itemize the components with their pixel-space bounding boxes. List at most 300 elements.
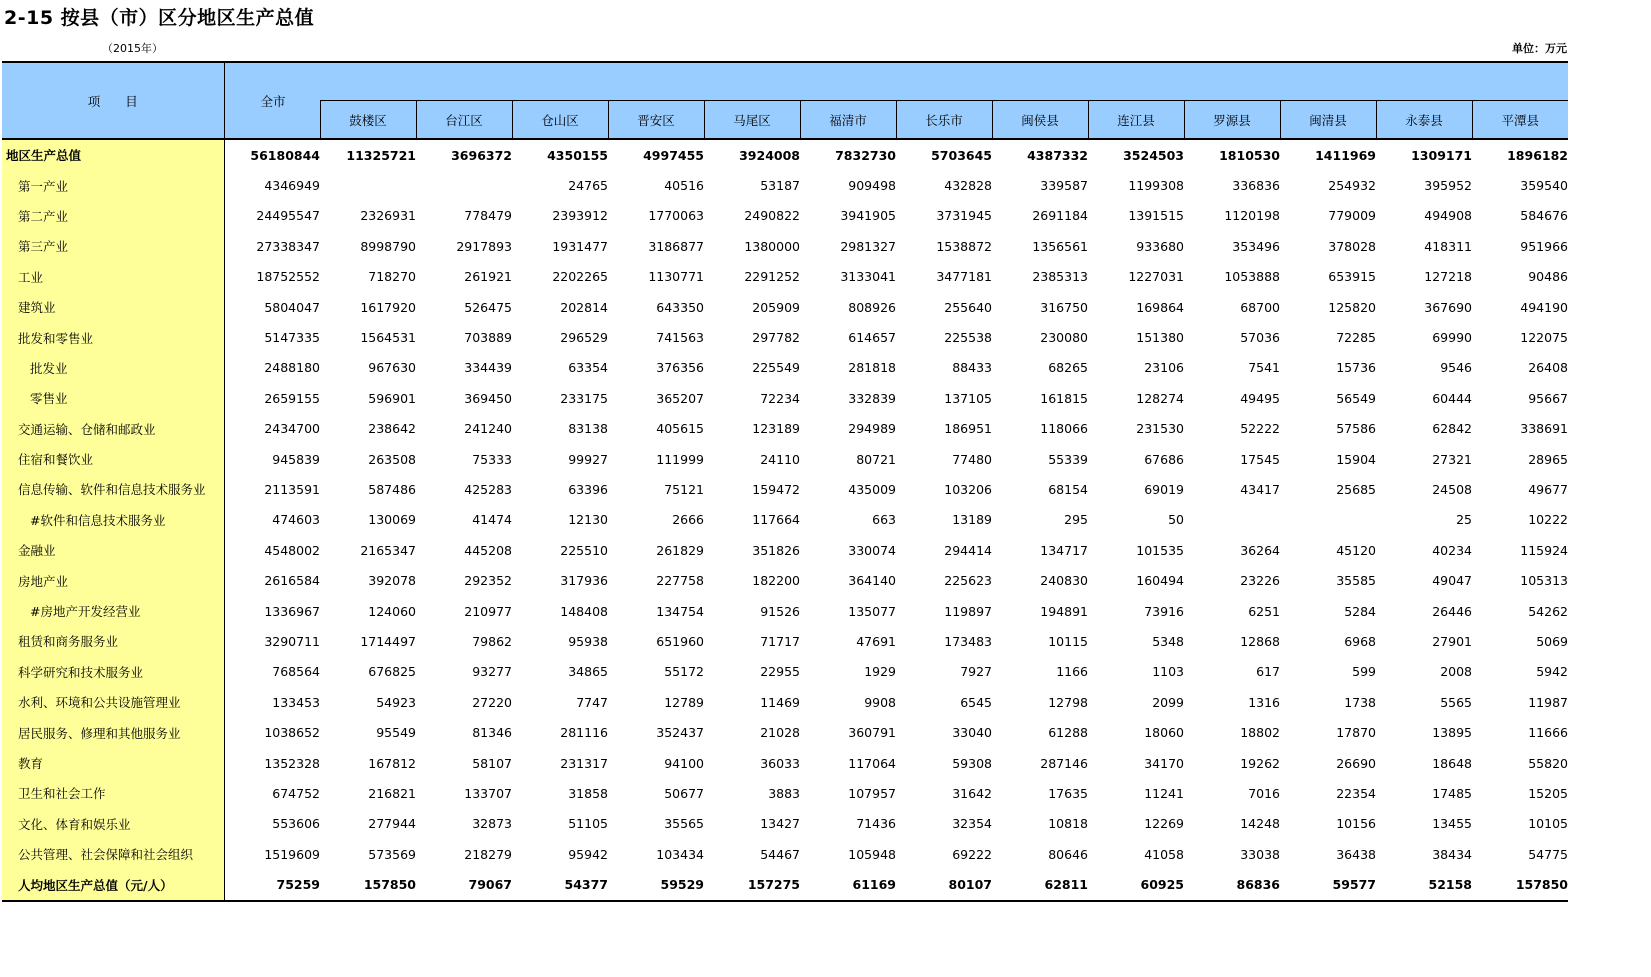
value-cell: [416, 170, 512, 200]
value-cell: 292352: [464, 573, 512, 589]
value-cell: 1380000: [744, 238, 800, 254]
value-cell: 91526: [760, 603, 800, 619]
table-row: [2, 657, 1568, 687]
value-cell: 1130771: [648, 269, 704, 285]
value-cell: 3941905: [840, 208, 896, 224]
value-cell: 643350: [656, 299, 704, 315]
value-cell: 45120: [1336, 542, 1376, 558]
value-cell: 133707: [464, 785, 512, 801]
value-cell: 62842: [1432, 421, 1472, 437]
value-cell: 1929: [864, 664, 896, 680]
value-cell: 332839: [848, 390, 896, 406]
value-cell: 60444: [1432, 390, 1472, 406]
row-label: 房地产业: [2, 565, 224, 595]
value-cell: 50677: [664, 785, 704, 801]
value-cell: 227758: [656, 573, 704, 589]
value-cell: 194891: [1040, 603, 1088, 619]
value-cell: 69019: [1144, 481, 1184, 497]
row-label: 批发和零售业: [2, 322, 224, 352]
value-cell: 59308: [952, 755, 992, 771]
row-label: #房地产开发经营业: [2, 596, 224, 626]
value-cell: 26690: [1336, 755, 1376, 771]
value-cell: 1120198: [1224, 208, 1280, 224]
row-label: 工业: [2, 262, 224, 292]
value-cell: 338691: [1520, 421, 1568, 437]
value-cell: 22354: [1336, 785, 1376, 801]
total-cell: 1038652: [264, 725, 320, 741]
value-cell: 49495: [1240, 390, 1280, 406]
value-cell: 79067: [416, 869, 512, 900]
value-cell: 435009: [848, 481, 896, 497]
value-cell: 19262: [1240, 755, 1280, 771]
value-cell: 494190: [1520, 299, 1568, 315]
value-cell: 122075: [1520, 330, 1568, 346]
value-cell: 73916: [1144, 603, 1184, 619]
value-cell: 161815: [1040, 390, 1088, 406]
value-cell: 230080: [1040, 330, 1088, 346]
value-cell: 52158: [1376, 869, 1472, 900]
value-cell: 75121: [664, 481, 704, 497]
value-cell: 651960: [656, 633, 704, 649]
table-body: [2, 139, 1568, 901]
value-cell: 124060: [368, 603, 416, 619]
value-cell: 52222: [1240, 421, 1280, 437]
value-cell: 7747: [576, 694, 608, 710]
value-cell: 57586: [1336, 421, 1376, 437]
value-cell: 3133041: [840, 269, 896, 285]
value-cell: 117664: [752, 512, 800, 528]
row-label: 水利、环境和公共设施管理业: [2, 687, 224, 717]
value-cell: 1411969: [1315, 147, 1376, 163]
value-cell: 7927: [960, 664, 992, 680]
table-row: [2, 414, 1568, 444]
row-label: 零售业: [2, 383, 224, 413]
value-cell: 297782: [752, 330, 800, 346]
value-cell: 2917893: [456, 238, 512, 254]
value-cell: 18802: [1240, 725, 1280, 741]
value-cell: 5348: [1152, 633, 1184, 649]
value-cell: 21028: [760, 725, 800, 741]
value-cell: 10105: [1528, 816, 1568, 832]
value-cell: 584676: [1520, 208, 1568, 224]
value-cell: 909498: [848, 178, 896, 194]
value-cell: 23106: [1144, 360, 1184, 376]
value-cell: 3883: [768, 785, 800, 801]
total-cell: 4346949: [264, 178, 320, 194]
row-label: 第三产业: [2, 231, 224, 261]
district-header: 罗源县: [1184, 101, 1280, 140]
value-cell: 10818: [1048, 816, 1088, 832]
value-cell: 18648: [1432, 755, 1472, 771]
value-cell: 526475: [464, 299, 512, 315]
value-cell: 6968: [1344, 633, 1376, 649]
value-cell: 287146: [1040, 755, 1088, 771]
value-cell: 17545: [1240, 451, 1280, 467]
value-cell: 13427: [760, 816, 800, 832]
value-cell: 336836: [1232, 178, 1280, 194]
value-cell: 1931477: [552, 238, 608, 254]
value-cell: 51105: [568, 816, 608, 832]
value-cell: 12789: [664, 694, 704, 710]
value-cell: 79862: [472, 633, 512, 649]
value-cell: 18060: [1144, 725, 1184, 741]
value-cell: 281116: [560, 725, 608, 741]
value-cell: 134754: [656, 603, 704, 619]
value-cell: 50: [1168, 512, 1184, 528]
value-cell: 69222: [952, 846, 992, 862]
district-header: 福清市: [800, 101, 896, 140]
value-cell: 405615: [656, 421, 704, 437]
value-cell: 2202265: [552, 269, 608, 285]
value-cell: 12868: [1240, 633, 1280, 649]
table-row: [2, 383, 1568, 413]
value-cell: 81346: [472, 725, 512, 741]
district-header: 长乐市: [896, 101, 992, 140]
value-cell: 2165347: [360, 542, 416, 558]
page-title: 2-15 按县（市）区分地区生产总值: [4, 7, 315, 29]
value-cell: 494908: [1424, 208, 1472, 224]
value-cell: 118066: [1040, 421, 1088, 437]
total-cell: 1519609: [264, 846, 320, 862]
value-cell: 296529: [560, 330, 608, 346]
value-cell: 4387332: [1027, 147, 1088, 163]
value-cell: 63354: [568, 360, 608, 376]
value-cell: 49047: [1432, 573, 1472, 589]
value-cell: 2099: [1152, 694, 1184, 710]
value-cell: 36033: [760, 755, 800, 771]
value-cell: 617: [1256, 664, 1280, 680]
value-cell: 135077: [848, 603, 896, 619]
district-header: 连江县: [1088, 101, 1184, 140]
total-cell: 5147335: [264, 330, 320, 346]
value-cell: 339587: [1040, 178, 1088, 194]
value-cell: 418311: [1424, 238, 1472, 254]
value-cell: 55339: [1048, 451, 1088, 467]
value-cell: 11325721: [346, 147, 416, 163]
row-label: 金融业: [2, 535, 224, 565]
value-cell: 369450: [464, 390, 512, 406]
value-cell: 263508: [368, 451, 416, 467]
total-cell: 474603: [272, 512, 320, 528]
value-cell: 95667: [1528, 390, 1568, 406]
value-cell: 11987: [1528, 694, 1568, 710]
table-row: [2, 322, 1568, 352]
table-row: [2, 778, 1568, 808]
value-cell: 103434: [656, 846, 704, 862]
row-label: 人均地区生产总值（元/人）: [2, 869, 224, 900]
value-cell: 6251: [1248, 603, 1280, 619]
value-cell: 59529: [608, 869, 704, 900]
value-cell: 294989: [848, 421, 896, 437]
value-cell: 32354: [952, 816, 992, 832]
table-row: [2, 596, 1568, 626]
row-label: 第二产业: [2, 201, 224, 231]
value-cell: 351826: [752, 542, 800, 558]
value-cell: 2385313: [1032, 269, 1088, 285]
value-cell: 240830: [1040, 573, 1088, 589]
value-cell: 103206: [944, 481, 992, 497]
value-cell: 4350155: [547, 147, 608, 163]
unit-note: 单位：万元: [1512, 42, 1567, 55]
value-cell: 225510: [560, 542, 608, 558]
value-cell: 11666: [1528, 725, 1568, 741]
value-cell: 3696372: [451, 147, 512, 163]
value-cell: 68265: [1048, 360, 1088, 376]
row-label: 科学研究和技术服务业: [2, 657, 224, 687]
value-cell: 159472: [752, 481, 800, 497]
item-column-header: 项 目: [2, 62, 224, 139]
value-cell: 54923: [376, 694, 416, 710]
value-cell: 27901: [1432, 633, 1472, 649]
total-cell: 945839: [272, 451, 320, 467]
value-cell: 55172: [664, 664, 704, 680]
value-cell: 182200: [752, 573, 800, 589]
value-cell: 5942: [1536, 664, 1568, 680]
total-cell: 674752: [272, 785, 320, 801]
value-cell: 933680: [1136, 238, 1184, 254]
value-cell: 157275: [704, 869, 800, 900]
table-row: [2, 474, 1568, 504]
value-cell: 2008: [1440, 664, 1472, 680]
value-cell: 254932: [1328, 178, 1376, 194]
value-cell: 35565: [664, 816, 704, 832]
value-cell: 5565: [1440, 694, 1472, 710]
table-row: [2, 869, 1568, 900]
value-cell: 599: [1352, 664, 1376, 680]
value-cell: 12798: [1048, 694, 1088, 710]
value-cell: 241240: [464, 421, 512, 437]
value-cell: 2291252: [744, 269, 800, 285]
value-cell: 13895: [1432, 725, 1472, 741]
value-cell: 34865: [568, 664, 608, 680]
row-label: 卫生和社会工作: [2, 778, 224, 808]
value-cell: 778479: [464, 208, 512, 224]
value-cell: 10156: [1336, 816, 1376, 832]
row-label: 教育: [2, 748, 224, 778]
value-cell: 58107: [472, 755, 512, 771]
value-cell: 316750: [1040, 299, 1088, 315]
table-row: [2, 687, 1568, 717]
value-cell: 15205: [1528, 785, 1568, 801]
value-cell: 3524503: [1123, 147, 1184, 163]
value-cell: 57036: [1240, 330, 1280, 346]
value-cell: 1199308: [1128, 178, 1184, 194]
row-label: 第一产业: [2, 170, 224, 200]
value-cell: 151380: [1136, 330, 1184, 346]
value-cell: 55820: [1528, 755, 1568, 771]
value-cell: 11469: [760, 694, 800, 710]
value-cell: 808926: [848, 299, 896, 315]
value-cell: 95549: [376, 725, 416, 741]
table-row: [2, 201, 1568, 231]
value-cell: 432828: [944, 178, 992, 194]
value-cell: [1184, 505, 1280, 535]
value-cell: 367690: [1424, 299, 1472, 315]
value-cell: 1770063: [648, 208, 704, 224]
value-cell: 967630: [368, 360, 416, 376]
value-cell: 1810530: [1219, 147, 1280, 163]
value-cell: 233175: [560, 390, 608, 406]
value-cell: 395952: [1424, 178, 1472, 194]
value-cell: 779009: [1328, 208, 1376, 224]
value-cell: 40516: [664, 178, 704, 194]
value-cell: 43417: [1240, 481, 1280, 497]
value-cell: 703889: [464, 330, 512, 346]
value-cell: 2666: [672, 512, 704, 528]
value-cell: 573569: [368, 846, 416, 862]
row-label: 公共管理、社会保障和社会组织: [2, 839, 224, 869]
row-label: 居民服务、修理和其他服务业: [2, 717, 224, 747]
value-cell: 334439: [464, 360, 512, 376]
value-cell: 75333: [472, 451, 512, 467]
table-row: [2, 505, 1568, 535]
value-cell: 6545: [960, 694, 992, 710]
value-cell: 4997455: [643, 147, 704, 163]
total-cell: 4548002: [264, 542, 320, 558]
value-cell: 295: [1064, 512, 1088, 528]
value-cell: 7832730: [835, 147, 896, 163]
value-cell: 218279: [464, 846, 512, 862]
value-cell: 23226: [1240, 573, 1280, 589]
value-cell: 36264: [1240, 542, 1280, 558]
value-cell: 9546: [1440, 360, 1472, 376]
value-cell: 33038: [1240, 846, 1280, 862]
table-row: [2, 809, 1568, 839]
table-row: [2, 139, 1568, 170]
value-cell: 41058: [1144, 846, 1184, 862]
table-row: [2, 626, 1568, 656]
value-cell: 67686: [1144, 451, 1184, 467]
value-cell: 77480: [952, 451, 992, 467]
value-cell: 54377: [512, 869, 608, 900]
value-cell: 24765: [568, 178, 608, 194]
value-cell: 134717: [1040, 542, 1088, 558]
total-cell: 75259: [224, 869, 320, 900]
value-cell: 130069: [368, 512, 416, 528]
value-cell: 83138: [568, 421, 608, 437]
value-cell: 160494: [1136, 573, 1184, 589]
table-row: [2, 444, 1568, 474]
value-cell: 3731945: [936, 208, 992, 224]
total-cell: 1352328: [264, 755, 320, 771]
value-cell: 38434: [1432, 846, 1472, 862]
value-cell: 107957: [848, 785, 896, 801]
value-cell: 17485: [1432, 785, 1472, 801]
value-cell: 115924: [1520, 542, 1568, 558]
value-cell: 93277: [472, 664, 512, 680]
value-cell: 14248: [1240, 816, 1280, 832]
total-cell: 27338347: [256, 238, 320, 254]
value-cell: 94100: [664, 755, 704, 771]
value-cell: 28965: [1528, 451, 1568, 467]
total-cell: 56180844: [250, 147, 320, 163]
value-cell: 31858: [568, 785, 608, 801]
value-cell: [1280, 505, 1376, 535]
value-cell: 90486: [1528, 269, 1568, 285]
value-cell: 80107: [896, 869, 992, 900]
value-cell: 167812: [368, 755, 416, 771]
value-cell: 137105: [944, 390, 992, 406]
value-cell: 99927: [568, 451, 608, 467]
value-cell: 2326931: [360, 208, 416, 224]
value-cell: 1309171: [1411, 147, 1472, 163]
value-cell: 15904: [1336, 451, 1376, 467]
value-cell: 1738: [1344, 694, 1376, 710]
value-cell: 53187: [760, 178, 800, 194]
value-cell: 27321: [1432, 451, 1472, 467]
table-row: [2, 717, 1568, 747]
value-cell: 60925: [1088, 869, 1184, 900]
row-label: 文化、体育和娱乐业: [2, 809, 224, 839]
value-cell: [320, 170, 416, 200]
value-cell: 1053888: [1224, 269, 1280, 285]
district-header: 晋安区: [608, 101, 704, 140]
total-cell: 553606: [272, 816, 320, 832]
value-cell: 34170: [1144, 755, 1184, 771]
value-cell: 359540: [1520, 178, 1568, 194]
value-cell: 2691184: [1032, 208, 1088, 224]
value-cell: 40234: [1432, 542, 1472, 558]
value-cell: 71717: [760, 633, 800, 649]
value-cell: 376356: [656, 360, 704, 376]
total-cell: 768564: [272, 664, 320, 680]
value-cell: 47691: [856, 633, 896, 649]
total-cell: 24495547: [256, 208, 320, 224]
value-cell: 330074: [848, 542, 896, 558]
total-cell: 5804047: [264, 299, 320, 315]
value-cell: 105948: [848, 846, 896, 862]
value-cell: 72234: [760, 390, 800, 406]
value-cell: 61288: [1048, 725, 1088, 741]
value-cell: 1391515: [1128, 208, 1184, 224]
year-note: （2015年）: [102, 42, 163, 55]
total-column-header: 全市: [224, 62, 320, 139]
value-cell: 3186877: [648, 238, 704, 254]
value-cell: 1896182: [1507, 147, 1568, 163]
value-cell: 25: [1456, 512, 1472, 528]
table-row: [2, 231, 1568, 261]
value-cell: 1564531: [360, 330, 416, 346]
row-label: 批发业: [2, 353, 224, 383]
table-row: [2, 748, 1568, 778]
value-cell: 353496: [1232, 238, 1280, 254]
value-cell: 231317: [560, 755, 608, 771]
district-header: 平潭县: [1472, 101, 1568, 140]
gdp-table: [2, 61, 1568, 902]
district-header: 台江区: [416, 101, 512, 140]
value-cell: 27220: [472, 694, 512, 710]
row-label: 地区生产总值: [2, 139, 224, 170]
value-cell: 261921: [464, 269, 512, 285]
value-cell: 445208: [464, 542, 512, 558]
value-cell: 2393912: [552, 208, 608, 224]
value-cell: 148408: [560, 603, 608, 619]
value-cell: 80646: [1048, 846, 1088, 862]
value-cell: 157850: [1472, 869, 1568, 900]
value-cell: 95942: [568, 846, 608, 862]
table-row: [2, 565, 1568, 595]
value-cell: 24508: [1432, 481, 1472, 497]
row-label: 租赁和商务服务业: [2, 626, 224, 656]
row-label: 建筑业: [2, 292, 224, 322]
total-cell: 133453: [272, 694, 320, 710]
value-cell: 2490822: [744, 208, 800, 224]
value-cell: 35585: [1336, 573, 1376, 589]
value-cell: 36438: [1336, 846, 1376, 862]
value-cell: 123189: [752, 421, 800, 437]
value-cell: 56549: [1336, 390, 1376, 406]
value-cell: 12130: [568, 512, 608, 528]
